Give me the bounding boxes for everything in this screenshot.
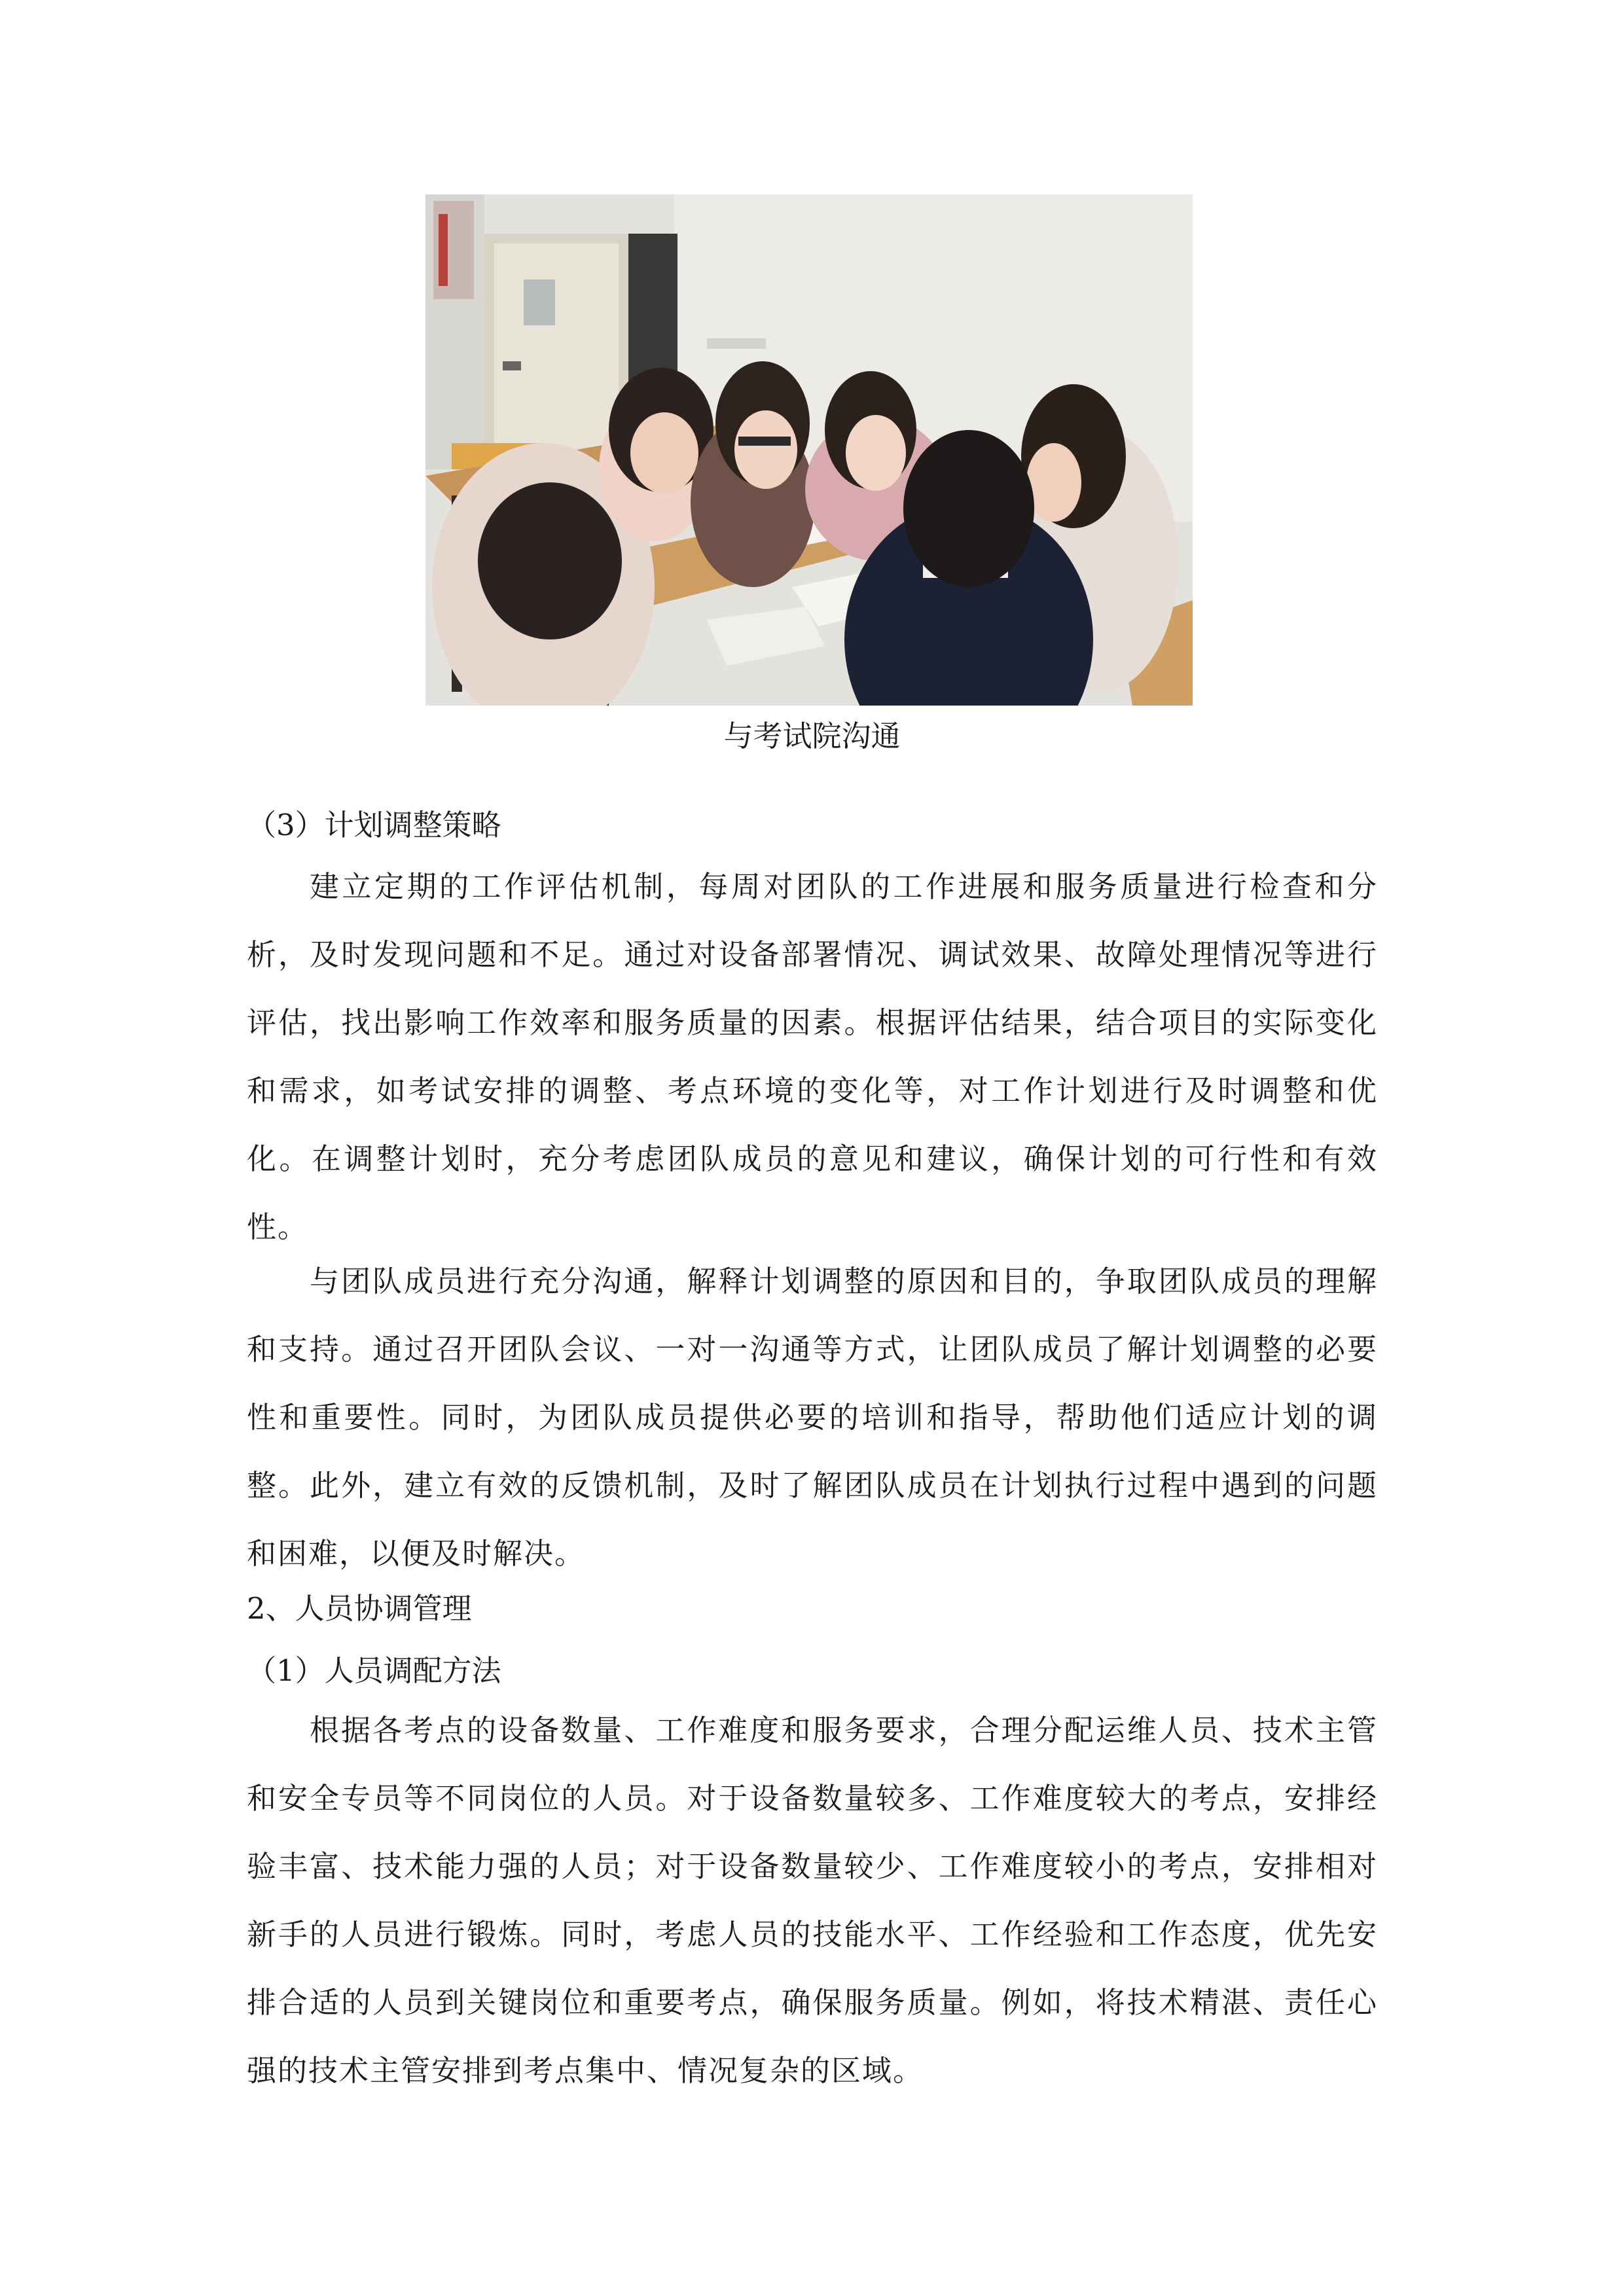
paragraph-team-communication: 与团队成员进行充分沟通，解释计划调整的原因和目的，争取团队成员的理解和支持。通过召开团队会议、一对一沟通等方式，让团队成员了解计划调整的必要性和重要性。同时，为团队成员提供必要的培训和指导，帮助他们适应计划的调整。此外，建立有效的反馈机制，及时了解团队成员在计划执行过程中遇到的问题和困难，以便及时解决。 [247,1264,1378,1571]
section-heading-staff-coordination: 2、人员协调管理 [247,1591,472,1626]
figure-caption: 与考试院沟通 [723,719,901,753]
paragraph-evaluation-mechanism: 建立定期的工作评估机制，每周对团队的工作进展和服务质量进行检查和分析，及时发现问题和不足。通过对设备部署情况、调试效果、故障处理情况等进行评估，找出影响工作效率和服务质量的因素。根据评估结果，结合项目的实际变化和需求，如考试安排的调整、考点环境的变化等，对工作计划进行及时调整和优化。在调整计划时，充分考虑团队成员的意见和建议，确保计划的可行性和有效性。 [247,869,1378,1244]
paragraph-staff-allocation: 根据各考点的设备数量、工作难度和服务要求，合理分配运维人员、技术主管和安全专员等不同岗位的人员。对于设备数量较多、工作难度较大的考点，安排经验丰富、技术能力强的人员；对于设备数量较少、工作难度较小的考点，安排相对新手的人员进行锻炼。同时，考虑人员的技能水平、工作经验和工作态度，优先安排合适的人员到关键岗位和重要考点，确保服务质量。例如，将技术精湛、责任心强的技术主管安排到考点集中、情况复杂的区域。 [247,1713,1378,2088]
meeting-photo [425,194,1193,706]
section-heading-staff-allocation: （1）人员调配方法 [247,1653,501,1688]
meeting-photo-illustration [425,194,1193,706]
section-heading-plan-adjustment: （3）计划调整策略 [247,808,501,842]
